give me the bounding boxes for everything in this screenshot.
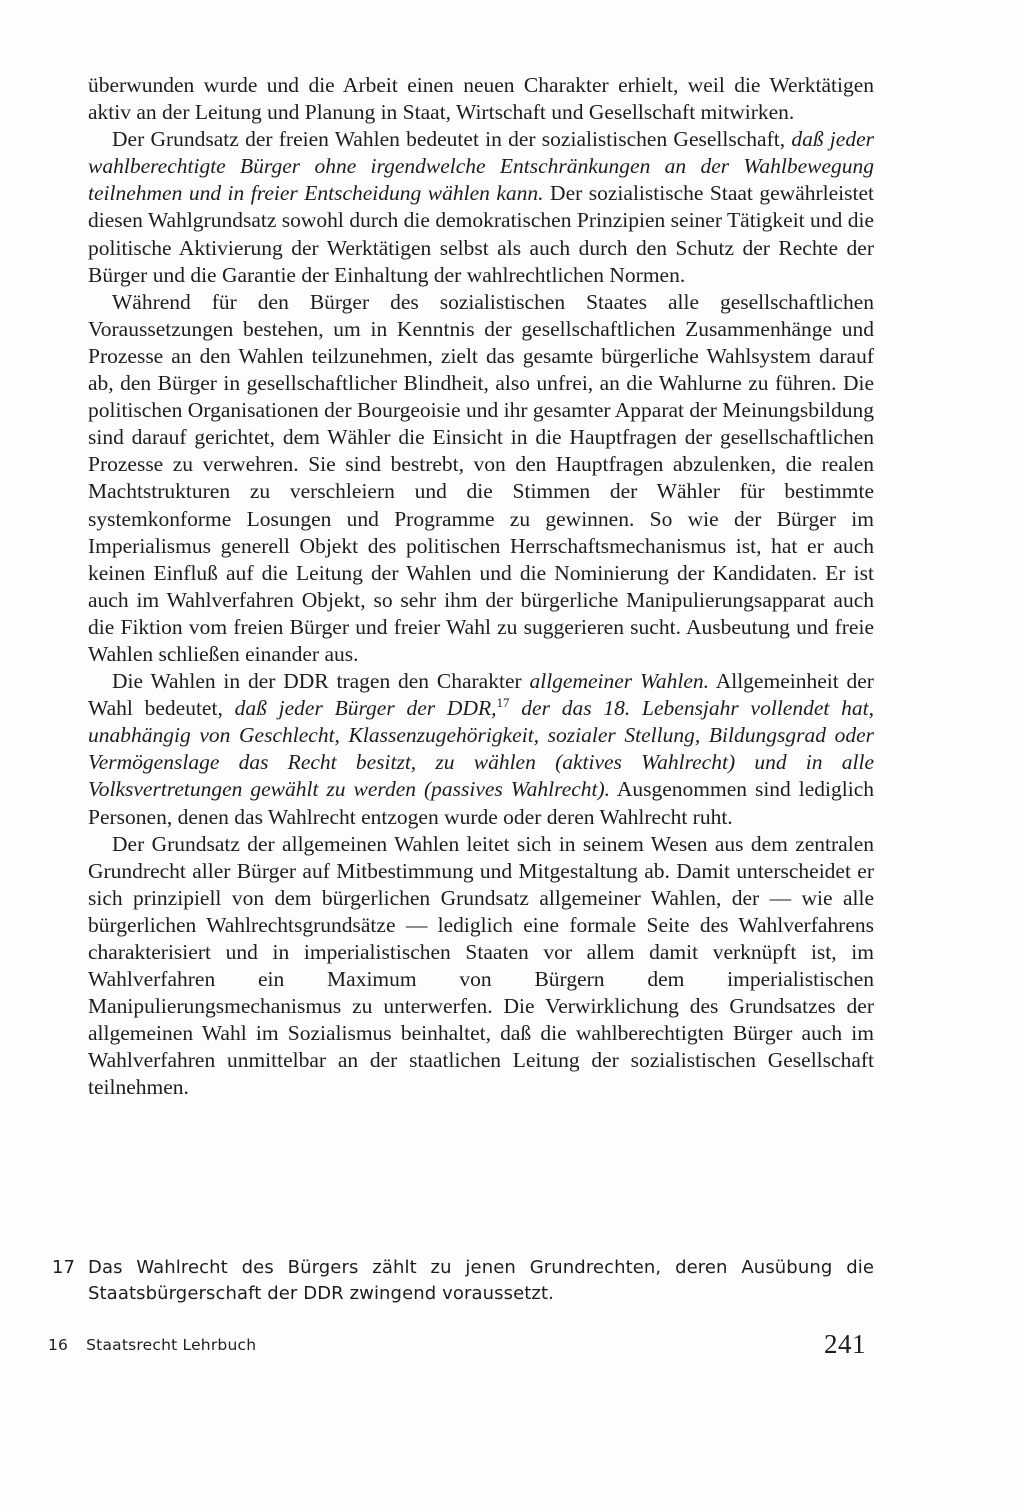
paragraph-4-emphasis-2b: der das 18. Lebensjahr vollendet hat, unabhängig von Geschlecht, Klassenzugehörigkeit, sozialer Stellung, Bildungsgrad oder Vermögenslage das Recht besitzt, zu wählen (aktives Wahlrecht) und in alle Volksvertretungen gewählt zu werden (passives Wahlrecht). [88,696,874,802]
paragraph-2-emphasis: daß jeder wahlberechtigte Bürger ohne irgendwelche Entschränkungen an der Wahlbewegung teilnehmen und in freier Entscheidung wählen kann. [88,127,874,206]
printer-signature [48,1336,256,1354]
paragraph-5-text: Der Grundsatz der allgemeinen Wahlen leitet sich in seinem Wesen aus dem zentralen Grundrecht aller Bürger auf Mitbestimmung und Mitgestaltung ab. Damit unterscheidet er sich prinzipiell von dem bürgerlichen Grundsatz allgemeiner Wahlen, der — wie alle bürgerlichen Wahlrechtsgrundsätze — lediglich eine formale Seite des Wahlverfahrens charakterisiert und in imperialistischen Staaten vor allem damit verknüpft ist, im Wahlverfahren ein Maximum von Bürgern dem imperialistischen Manipulierungsmechanismus zu unterwerfen. Die Verwirklichung des Grundsatzes der allgemeinen Wahl im Sozialismus beinhaltet, daß die wahlberechtigten Bürger auch im Wahlverfahren unmittelbar an der staatlichen Leitung der sozialistischen Gesellschaft teilnehmen. [88,831,874,1100]
footnote-reference: 17 [496,695,510,710]
paragraph-1-text: überwunden wurde und die Arbeit einen neuen Charakter erhielt, weil die Werktätigen aktiv an der Leitung und Planung in Staat, Wirtschaft und Gesellschaft mitwirken. [88,73,874,125]
signature-number: 16 [48,1336,69,1354]
paragraph-bourgeois-system [88,289,874,668]
page-number: 241 [824,1329,866,1359]
paragraph-4-emphasis-2a: daß jeder Bürger der DDR, [234,696,497,721]
footnote-text: Das Wahlrecht des Bürgers zählt zu jenen Grundrechten, deren Ausübung die Staatsbürgerschaft der DDR zwingend voraussetzt. [88,1257,874,1304]
paragraph-general-principle [88,831,874,1102]
paragraph-2-tail: Der sozialistische Staat gewährleistet diesen Wahlgrundsatz sowohl durch die demokratischen Prinzipien seiner Tätigkeit und die politische Aktivierung der Werktätigen selbst als auch durch den Schutz der Rechte der Bürger und die Garantie der Einhaltung der wahlrechtlichen Normen. [88,181,874,287]
paragraph-4-lead: Die Wahlen in der DDR tragen den Charakter [112,669,530,694]
book-title: Staatsrecht Lehrbuch [86,1336,257,1354]
paragraph-4-mid: Allgemeinheit der Wahl bedeutet, [88,669,874,721]
body-text [88,72,874,1102]
paragraph-continuation [88,72,874,126]
paragraph-3-text: Während für den Bürger des sozialistischen Staates alle gesellschaftlichen Voraussetzungen bestehen, um in Kenntnis der gesellschaftlichen Zusammenhänge und Prozesse an den Wahlen teilzunehmen, zielt das gesamte bürgerliche Wahlsystem darauf ab, den Bürger in gesellschaftlicher Blindheit, also unfrei, an die Wahlurne zu führen. Die politischen Organisationen der Bourgeoisie und ihr gesamter Apparat der Meinungsbildung sind darauf gerichtet, dem Wähler die Einsicht in die Hauptfragen der gesellschaftlichen Prozesse zu verwehren. Sie sind bestrebt, von den Hauptfragen abzulenken, die realen Machtstrukturen zu verschleiern und die Stimmen der Wähler für bestimmte systemkonforme Losungen und Programme zu gewinnen. So wie der Bürger im Imperialismus generell Objekt des politischen Herrschaftsmechanismus ist, hat er auch keinen Einfluß auf die Leitung der Wahlen und die Nominierung der Kandidaten. Er ist auch im Wahlverfahren Objekt, so sehr ihm der bürgerliche Manipulierungsapparat auch die Fiktion vom freien Bürger und freier Wahl zu suggerieren sucht. Ausbeutung und freie Wahlen schließen einander aus. [88,289,874,666]
paragraph-2-lead: Der Grundsatz der freien Wahlen bedeutet in der sozialistischen Gesellschaft, [112,127,792,152]
paragraph-4-emphasis-1: allgemeiner Wahlen. [529,669,710,694]
paragraph-4-tail: Ausgenommen sind lediglich Personen, denen das Wahlrecht entzogen wurde oder deren Wahlrecht ruht. [88,777,874,829]
paragraph-general-elections [88,668,874,831]
paragraph-free-elections [88,126,874,289]
footnote-number: 17 [52,1257,76,1278]
footnote [52,1255,874,1307]
